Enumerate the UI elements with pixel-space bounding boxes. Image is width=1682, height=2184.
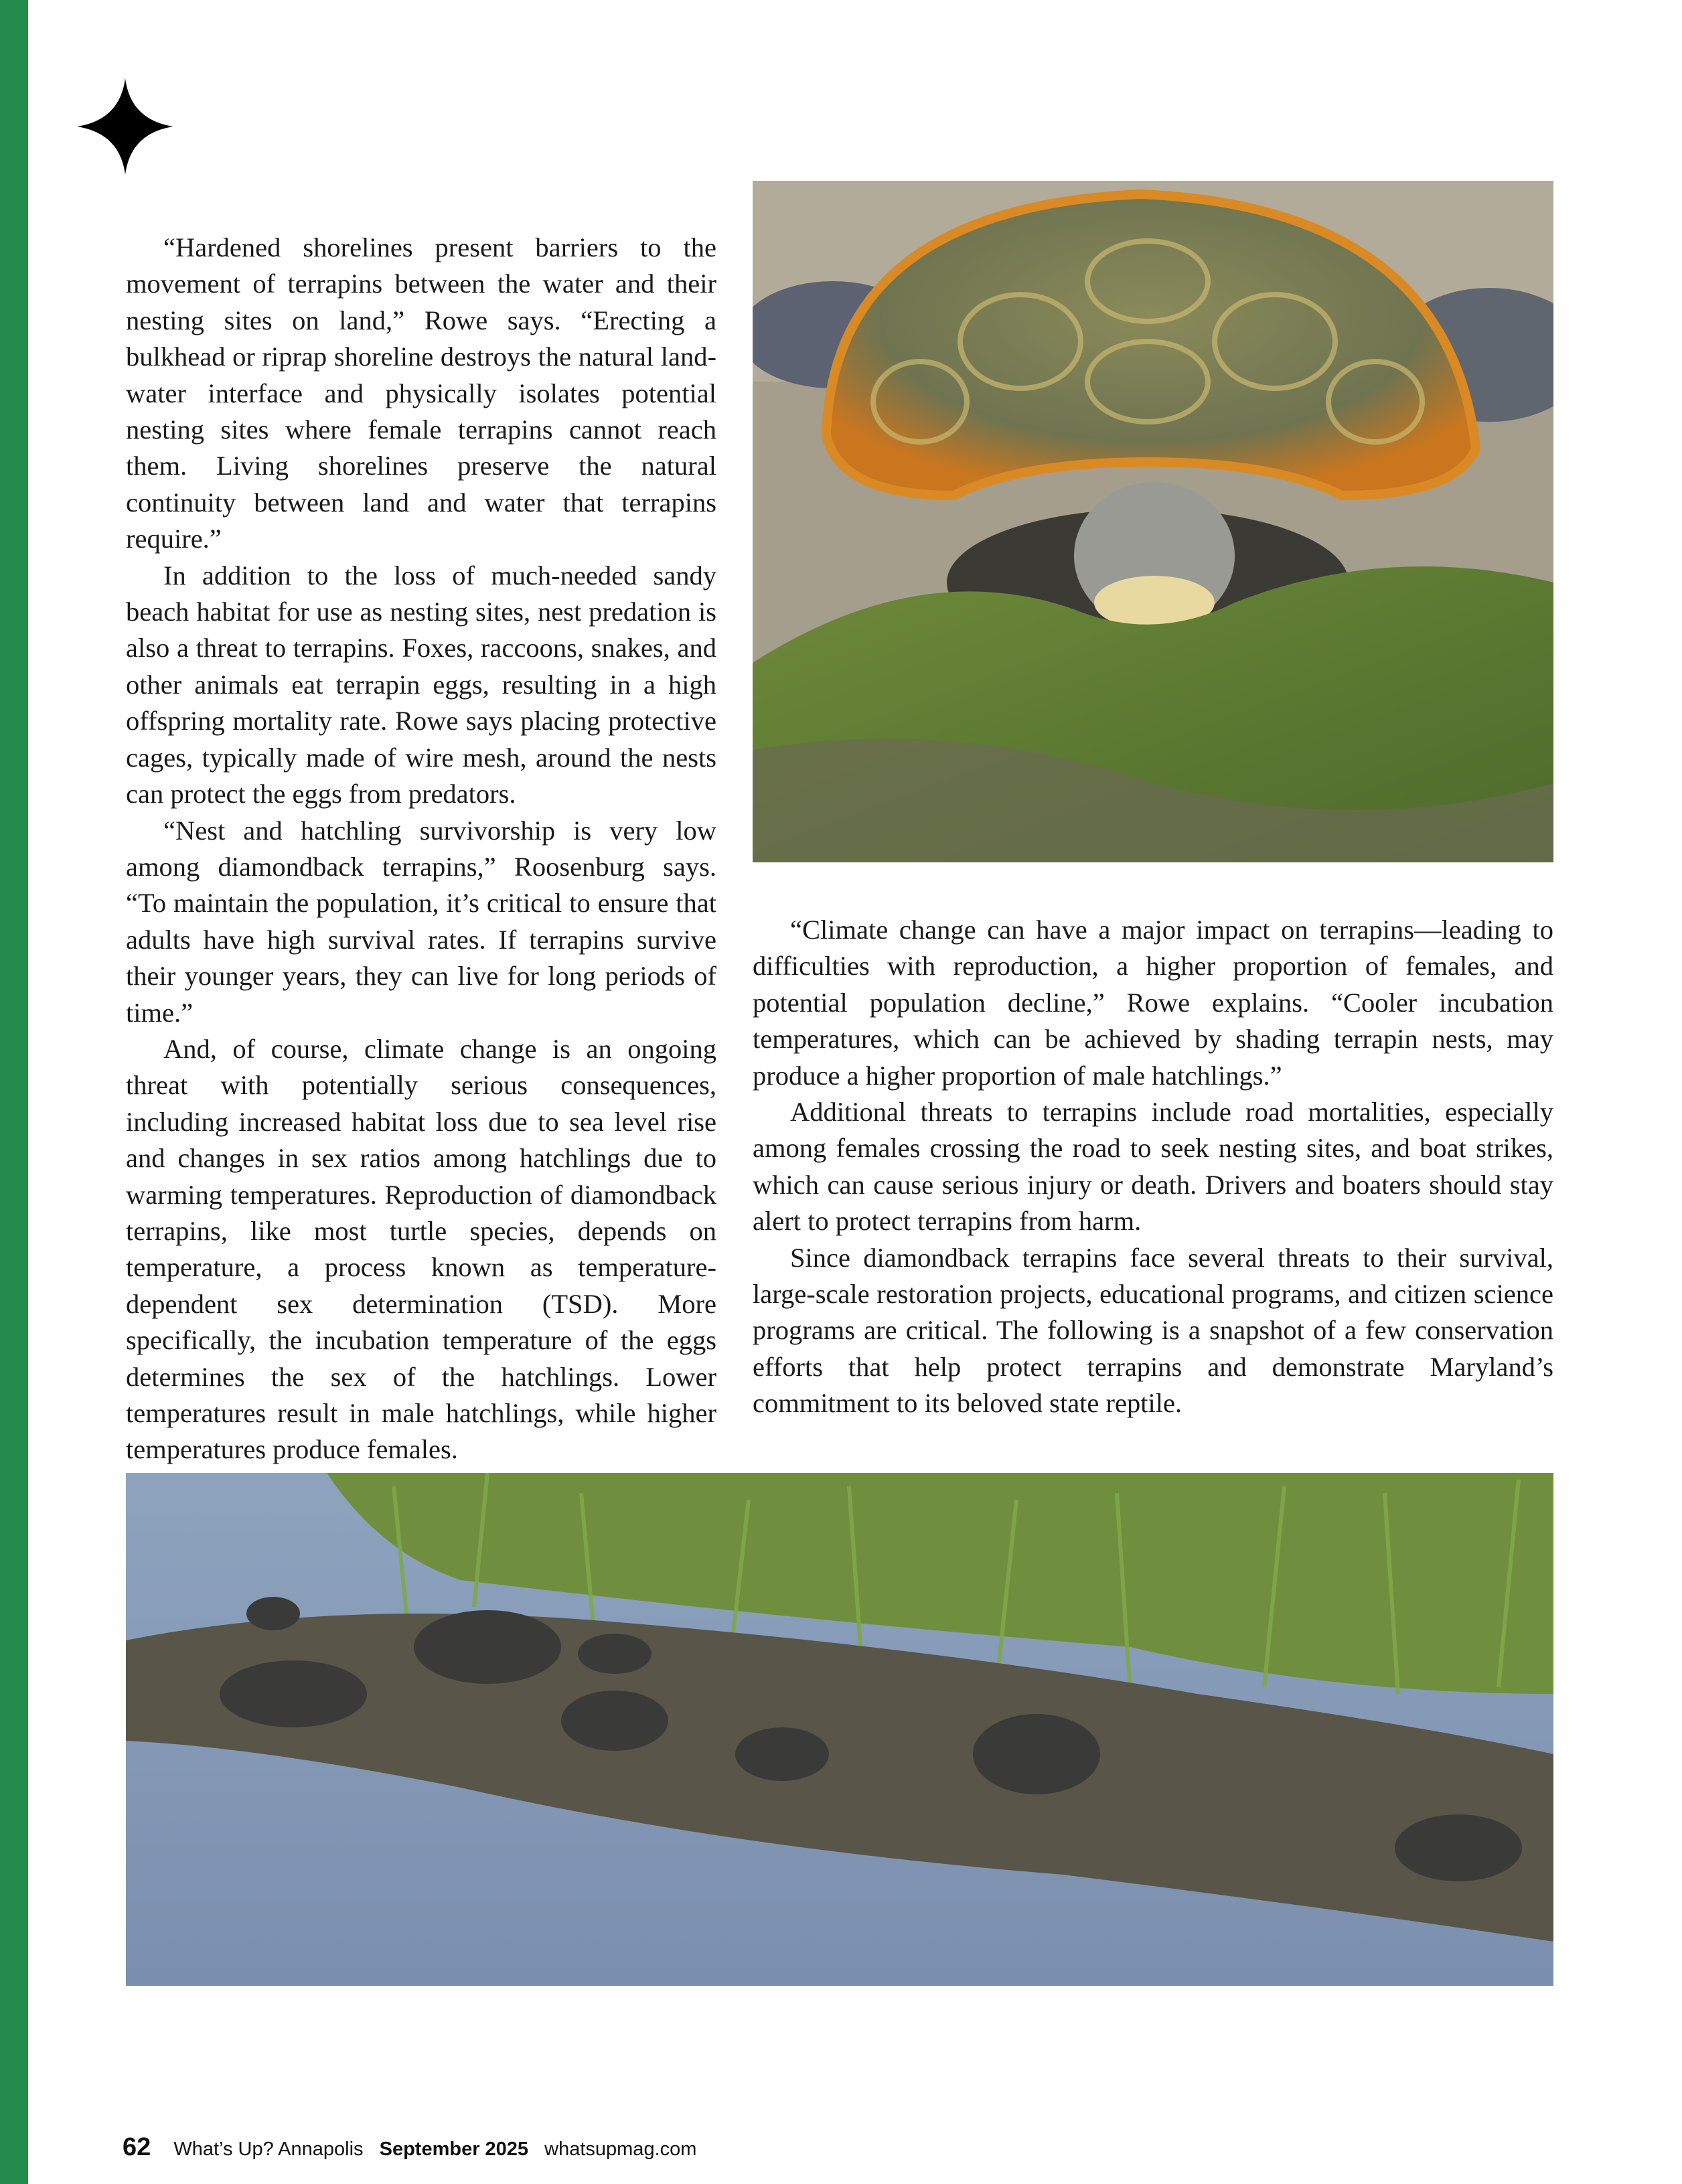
paragraph: And, of course, climate change is an ongoing threat with potentially serious consequences, including increased habitat loss due to sea level rise and changes in sex ratios among hatchlings due to warming temperatures. Reproduction of diamondback terrapins, like most turtle species, depends on temperature, a process known as temperature-dependent sex determination (TSD). More specifically, the incubation temperature of the eggs determines the sex of the hatchlings. Lower temperatures result in male hatchlings, while higher temperatures produce females. [126, 1033, 716, 1465]
paragraph: “Climate change can have a major impact on terrapins—leading to difficulties with reproduction, a higher proportion of females, and potential population decline,” Rowe explains. “Cooler incubation temperatures, which can be achieved by shading terrapin nests, may produce a higher proportion of male hatchlings.” [753, 915, 1553, 1091]
paragraph: Since diamondback terrapins face several threats to their survival, large-scale restoration projects, educational programs, and citizen science programs are critical. The following is a snapshot of a few conservation efforts that help protect terrapins and demonstrate Maryland’s commitment to its beloved state reptile. [753, 1242, 1553, 1419]
sparkle-star-icon [75, 76, 175, 177]
paragraph: “Nest and hatchling survivorship is very low among diamondback terrapins,” Roosenburg says. “To maintain the population, it’s critical to ensure that adults have high survival rates. If terrapins survive their younger years, they can live for long periods of time.” [126, 815, 716, 1028]
paragraph: In addition to the loss of much-needed sandy beach habitat for use as nesting sites, nest predation is also a threat to terrapins. Foxes, raccoons, snakes, and other animals eat terrapin eggs, resulting in a high offspring mortality rate. Rowe says placing protective cages, typically made of wire mesh, around the nests can protect the eggs from predators. [126, 560, 716, 809]
page-footer [123, 2133, 696, 2162]
article-right-column [753, 912, 1553, 1422]
accent-sidebar-bar [0, 0, 28, 2184]
publication-name: What’s Up? Annapolis [173, 2138, 364, 2160]
page-number: 62 [123, 2133, 151, 2161]
terrapin-closeup-photo [753, 181, 1553, 862]
paragraph: “Hardened shorelines present barriers to the movement of terrapins between the water and their nesting sites on land,” Rowe says. “Erecting a bulkhead or riprap shoreline destroys the natural land-water interface and physically isolates potential nesting sites where female terrapins cannot reach them. Living shorelines preserve the natural continuity between land and water that terrapins require.” [126, 232, 716, 554]
terrapins-basking-photo [126, 1473, 1553, 1986]
website-link[interactable]: whatsupmag.com [544, 2138, 697, 2160]
paragraph: Additional threats to terrapins include road mortalities, especially among females crossing the road to seek nesting sites, and boat strikes, which can cause serious injury or death. Drivers and boaters should stay alert to protect terrapins from harm. [753, 1097, 1553, 1237]
article-left-column [126, 230, 716, 1468]
issue-date: September 2025 [379, 2138, 529, 2160]
